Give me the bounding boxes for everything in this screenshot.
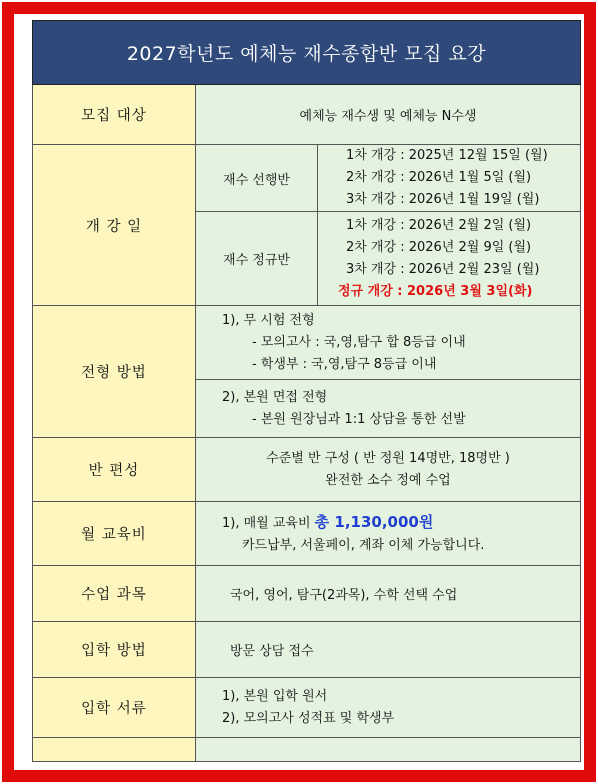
empty-content-cell: [196, 738, 581, 762]
schedule-group-dates: [318, 145, 581, 212]
documents-value: [196, 678, 581, 738]
schedule-line: 3차 개강 : 2026년 1월 19일 (월): [346, 192, 540, 207]
target-row: [33, 85, 581, 145]
admission-value: 방문 상담 접수: [196, 622, 581, 678]
empty-row: [33, 738, 581, 762]
classes-row: [33, 438, 581, 502]
target-label: 모집 대상: [33, 85, 196, 145]
schedule-label: 개 강 일: [33, 145, 196, 306]
selection-part-1: [196, 306, 581, 380]
tuition-row: [33, 502, 581, 566]
classes-line: 완전한 소수 정예 수업: [325, 472, 451, 488]
target-value: 예체능 재수생 및 예체능 N수생: [196, 85, 581, 145]
title-row: [33, 21, 581, 85]
page-border: [2, 2, 596, 782]
recruitment-table: [32, 20, 581, 762]
admission-label: 입학 방법: [33, 622, 196, 678]
classes-line: 수준별 반 구성 ( 반 정원 14명반, 18명반 ): [266, 450, 510, 466]
schedule-line: 2차 개강 : 2026년 1월 5일 (월): [346, 170, 532, 185]
schedule-line: 2차 개강 : 2026년 2월 9일 (월): [346, 239, 532, 255]
selection-part-2: [196, 380, 581, 438]
empty-label-cell: [33, 738, 196, 762]
selection-row-1: [33, 306, 581, 380]
subjects-row: [33, 566, 581, 622]
selection-line: 1), 무 시험 전형: [222, 312, 315, 328]
tuition-amount: 총 1,130,000원: [314, 512, 434, 531]
subjects-label: 수업 과목: [33, 566, 196, 622]
classes-value: [196, 438, 581, 502]
tuition-payment: 카드납부, 서울페이, 계좌 이체 가능합니다.: [242, 537, 485, 553]
regular-start-highlight: 정규 개강 : 2026년 3월 3일(화): [338, 283, 533, 299]
documents-label: 입학 서류: [33, 678, 196, 738]
schedule-group-name: 재수 선행반: [196, 145, 318, 212]
schedule-line: 3차 개강 : 2026년 2월 23일 (월): [346, 261, 540, 277]
tuition-label: 월 교육비: [33, 502, 196, 566]
tuition-prefix: 1), 매월 교육비: [222, 515, 315, 531]
schedule-line: 1차 개강 : 2026년 2월 2일 (월): [346, 217, 532, 233]
recruitment-document: [22, 20, 582, 762]
documents-line: 1), 본원 입학 원서: [222, 688, 328, 704]
document-title: 2027학년도 예체능 재수종합반 모집 요강: [33, 21, 581, 85]
selection-line: - 본원 원장님과 1:1 상담을 통한 선발: [252, 411, 466, 427]
schedule-row-1: [33, 145, 581, 212]
tuition-value: [196, 502, 581, 566]
selection-label: 전형 방법: [33, 306, 196, 438]
schedule-group-name: 재수 정규반: [196, 212, 318, 306]
subjects-value: 국어, 영어, 탐구(2과목), 수학 선택 수업: [196, 566, 581, 622]
admission-row: [33, 622, 581, 678]
selection-line: 2), 본원 면접 전형: [222, 389, 328, 405]
schedule-group-dates: [318, 212, 581, 306]
classes-label: 반 편성: [33, 438, 196, 502]
documents-line: 2), 모의고사 성적표 및 학생부: [222, 710, 395, 726]
selection-line: - 모의고사 : 국,영,탐구 합 8등급 이내: [252, 334, 466, 350]
documents-row: [33, 678, 581, 738]
selection-line: - 학생부 : 국,영,탐구 8등급 이내: [252, 356, 437, 372]
schedule-line: 1차 개강 : 2025년 12월 15일 (월): [346, 148, 548, 163]
